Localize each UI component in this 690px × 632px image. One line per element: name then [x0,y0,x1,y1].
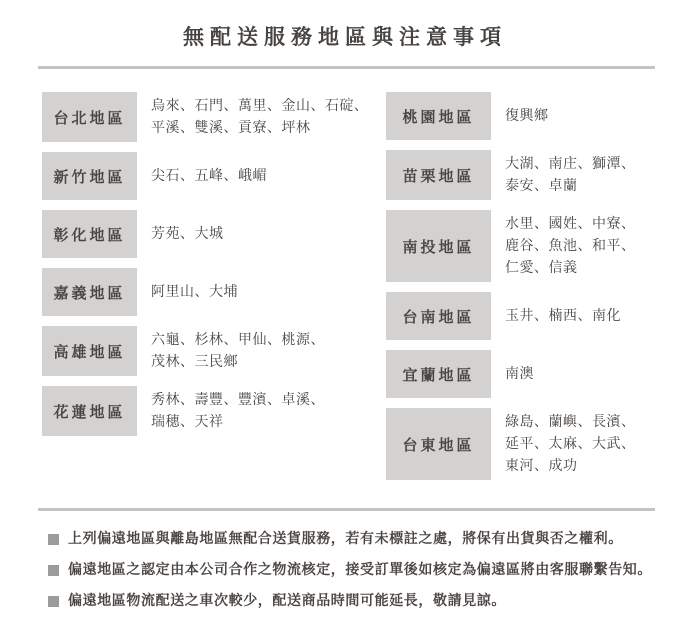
region-areas-line: 玉井、楠西、南化 [505,308,621,324]
region-label: 高雄地區 [42,326,137,376]
region-areas-line: 阿里山、大埔 [151,284,238,300]
region-areas-line: 尖石、五峰、峨嵋 [151,168,267,184]
region-areas-line: 泰安、卓蘭 [505,178,578,194]
region-areas-line: 綠島、蘭嶼、長濱、 [505,414,636,430]
region-label: 南投地區 [386,210,491,282]
no-delivery-regions-table [42,92,690,490]
region-areas-line: 六龜、杉林、甲仙、桃源、 [151,332,325,348]
region-areas [151,278,238,306]
region-row [42,92,386,142]
region-areas [151,326,325,376]
region-row [42,386,386,436]
region-label: 彰化地區 [42,210,137,258]
region-label: 苗栗地區 [386,150,491,200]
region-row [42,326,386,376]
region-areas-line: 延平、太麻、大武、 [505,436,636,452]
region-label: 台南地區 [386,292,491,340]
region-areas-line: 鹿谷、魚池、和平、 [505,238,636,254]
region-areas-line: 芳苑、大城 [151,226,224,242]
region-row [386,292,690,340]
region-label: 台東地區 [386,408,491,480]
square-bullet-icon [48,534,59,545]
region-areas [505,150,636,200]
region-areas [151,92,369,142]
notes-list [48,532,660,609]
region-label: 花蓮地區 [42,386,137,436]
region-areas-line: 茂林、三民鄉 [151,354,238,370]
region-row [386,350,690,398]
note-item [48,594,660,609]
region-areas [505,360,534,388]
region-areas-line: 秀林、壽豐、豐濱、卓溪、 [151,392,325,408]
region-areas-line: 復興鄉 [505,108,549,124]
region-areas-line: 烏來、石門、萬里、金山、石碇、 [151,98,369,114]
region-areas-line: 瑞穗、天祥 [151,414,224,430]
regions-column-right [386,92,690,490]
region-areas-line: 仁愛、信義 [505,260,578,276]
region-row [42,152,386,200]
square-bullet-icon [48,596,59,607]
region-row [386,210,690,282]
region-row [386,408,690,480]
region-areas-line: 南澳 [505,366,534,382]
region-areas [151,220,224,248]
region-row [386,92,690,140]
region-label: 嘉義地區 [42,268,137,316]
regions-column-left [42,92,386,490]
region-areas-line: 東河、成功 [505,458,578,474]
title-divider [38,66,655,69]
note-item [48,532,660,547]
region-label: 宜蘭地區 [386,350,491,398]
region-areas [151,386,325,436]
region-label: 台北地區 [42,92,137,142]
page-title: 無配送服務地區與注意事項 [183,25,507,49]
note-text: 上列偏遠地區與離島地區無配合送貨服務，若有未標註之處，將保有出貨與否之權利。 [68,531,623,547]
region-row [386,150,690,200]
region-label: 新竹地區 [42,152,137,200]
region-areas-line: 水里、國姓、中寮、 [505,216,636,232]
region-areas [505,408,636,480]
region-areas-line: 平溪、雙溪、貢寮、坪林 [151,120,311,136]
region-row [42,210,386,258]
note-text: 偏遠地區之認定由本公司合作之物流核定，接受訂單後如核定為偏遠區將由客服聯繫告知。 [68,562,652,578]
region-areas [151,162,267,190]
region-areas [505,210,636,282]
region-label: 桃園地區 [386,92,491,140]
region-areas [505,102,549,130]
region-row [42,268,386,316]
square-bullet-icon [48,565,59,576]
note-item [48,563,660,578]
region-areas [505,302,621,330]
note-text: 偏遠地區物流配送之車次較少，配送商品時間可能延長，敬請見諒。 [68,593,506,609]
notes-divider [38,508,655,511]
region-areas-line: 大湖、南庄、獅潭、 [505,156,636,172]
